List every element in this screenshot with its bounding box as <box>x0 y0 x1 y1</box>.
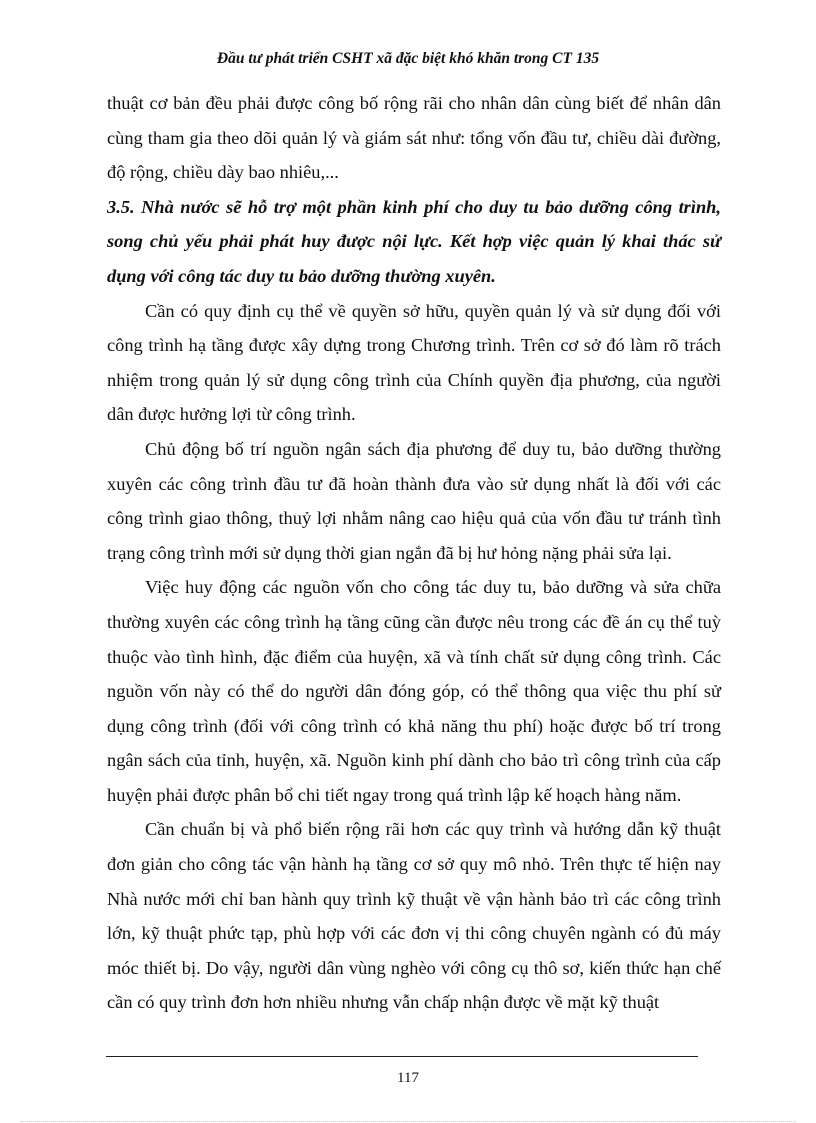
paragraph-funding-sources: Việc huy động các nguồn vốn cho công tác duy tu, bảo dưỡng và sửa chữa thường xuyên các công trình hạ tầng cũng cần được nêu trong các đề án cụ thể tuỳ thuộc vào tình hình, đặc điểm của huyện, xã và tính chất sử dụng công trình. Các nguồn vốn này có thể do người dân đóng góp, có thể thông qua việc thu phí sử dụng công trình (đối với công trình có khả năng thu phí) hoặc được bố trí trong ngân sách của tỉnh, huyện, xã. Nguồn kinh phí dành cho bảo trì công trình của cấp huyện phải được phân bổ chi tiết ngay trong quá trình lập kế hoạch hàng năm. <box>107 577 721 805</box>
page-number: 117 <box>397 1070 419 1086</box>
footer-divider <box>106 1056 698 1057</box>
document-body <box>107 86 721 1020</box>
paragraph-local-budget: Chủ động bố trí nguồn ngân sách địa phương để duy tu, bảo dưỡng thường xuyên các công trình đầu tư đã hoàn thành đưa vào sử dụng nhất là đối với các công trình giao thông, thuỷ lợi nhằm nâng cao hiệu quả của vốn đầu tư tránh tình trạng công trình mới sử dụng thời gian ngắn đã bị hư hỏng nặng phải sửa lại. <box>107 438 721 563</box>
section-heading: 3.5. Nhà nước sẽ hỗ trợ một phần kinh phí cho duy tu bảo dưỡng công trình, song chủ yếu phải phát huy được nội lực. Kết hợp việc quản lý khai thác sử dụng với công tác duy tu bảo dưỡng thường xuyên. <box>107 196 721 286</box>
continued-paragraph: thuật cơ bản đều phải được công bố rộng rãi cho nhân dân cùng biết để nhân dân cùng tham gia theo dõi quản lý và giám sát như: tổng vốn đầu tư, chiều dài đường, độ rộng, chiều dày bao nhiêu,... <box>107 93 721 183</box>
page-header: Đầu tư phát triển CSHT xã đặc biệt khó khăn trong CT 135 <box>216 50 600 67</box>
paragraph-procedures: Cần chuẩn bị và phổ biến rộng rãi hơn các quy trình và hướng dẫn kỹ thuật đơn giản cho công tác vận hành hạ tầng cơ sở quy mô nhỏ. Trên thực tế hiện nay Nhà nước mới chỉ ban hành quy trình kỹ thuật về vận hành bảo trì các công trình lớn, kỹ thuật phức tạp, phù hợp với các đơn vị thi công chuyên ngành có đủ máy móc thiết bị. Do vậy, người dân vùng nghèo với công cụ thô sơ, kiến thức hạn chế cần có quy trình đơn hơn nhiều nhưng vẫn chấp nhận được về mặt kỹ thuật <box>107 819 721 1013</box>
paragraph-ownership: Cần có quy định cụ thể về quyền sở hữu, quyền quản lý và sử dụng đối với công trình hạ tầng được xây dựng trong Chương trình. Trên cơ sở đó làm rõ trách nhiệm trong quản lý sử dụng công trình của Chính quyền địa phương, của người dân được hưởng lợi từ công trình. <box>107 300 721 425</box>
page-bottom-edge <box>20 1121 796 1122</box>
